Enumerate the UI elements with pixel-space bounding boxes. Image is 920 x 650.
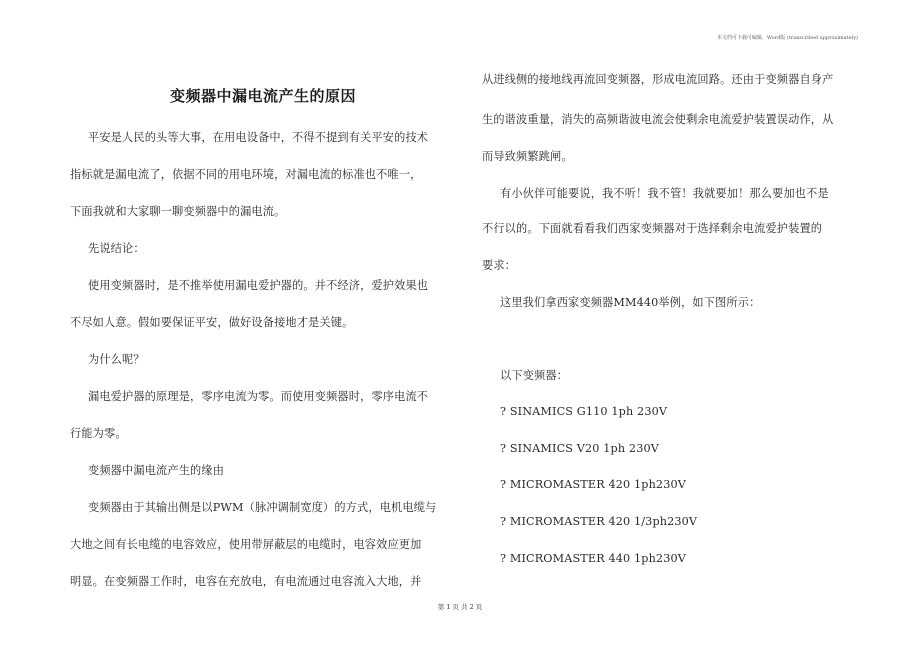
paragraph: 有小伙伴可能要说，我不听！我不管！我就要加！那么要加也不是 xyxy=(500,187,829,200)
section-heading: 变频器中漏电流产生的缘由 xyxy=(88,464,225,477)
list-item: ? SINAMICS G110 1ph 230V xyxy=(500,405,668,418)
paragraph-line: 行能为零。 xyxy=(70,427,127,440)
paragraph: 使用变频器时，是不推举使用漏电爱护器的。并不经济，爱护效果也 xyxy=(88,279,429,292)
paragraph-line: 不行以的。下面就看看我们西家变频器对于选择剩余电流爱护装置的 xyxy=(482,222,823,235)
paragraph-line: 大地之间有长电缆的电容效应，使用带屏蔽层的电缆时，电容效应更加 xyxy=(70,538,422,551)
paragraph-line: 不尽如人意。假如要保证平安，做好设备接地才是关键。 xyxy=(70,316,354,329)
paragraph-line: 而导致频繁跳闸。 xyxy=(482,150,573,163)
paragraph-line: 要求： xyxy=(482,259,517,272)
paragraph: 先说结论： xyxy=(88,242,145,255)
list-item: ? SINAMICS V20 1ph 230V xyxy=(500,442,659,455)
paragraph-line: 下面我就和大家聊一聊变频器中的漏电流。 xyxy=(70,205,286,218)
paragraph: 以下变频器： xyxy=(500,369,569,382)
document-title: 变频器中漏电流产生的原因 xyxy=(169,87,356,105)
paragraph-line: 指标就是漏电流了，依据不同的用电环境，对漏电流的标准也不唯一， xyxy=(70,168,422,181)
list-item: ? MICROMASTER 420 1/3ph230V xyxy=(500,515,698,528)
paragraph-line: 生的谐波重量，消失的高频谐波电流会使剩余电流爱护装置误动作，从 xyxy=(482,113,834,126)
list-item: ? MICROMASTER 420 1ph230V xyxy=(500,478,686,491)
header-note: 本文档可下载可编辑，Word版 (transcribed approximately) xyxy=(716,35,858,41)
paragraph: 漏电爱护器的原理是，零序电流为零。而使用变频器时，零序电流不 xyxy=(88,390,429,403)
paragraph-line: 明显。在变频器工作时，电容在充放电，有电流通过电容流入大地，并 xyxy=(70,575,422,588)
paragraph: 这里我们拿西家变频器MM440举例，如下图所示： xyxy=(500,296,761,309)
paragraph-line: 从进线侧的接地线再流回变频器，形成电流回路。还由于变频器自身产 xyxy=(482,73,834,86)
paragraph: 平安是人民的头等大事，在用电设备中，不得不提到有关平安的技术 xyxy=(88,131,429,144)
list-item: ? MICROMASTER 440 1ph230V xyxy=(500,552,686,565)
paragraph: 变频器由于其输出侧是以PWM（脉冲调制宽度）的方式，电机电缆与 xyxy=(88,501,437,514)
paragraph: 为什么呢？ xyxy=(88,353,145,366)
page-footer: 第 1 页 共 2 页 xyxy=(437,603,483,611)
